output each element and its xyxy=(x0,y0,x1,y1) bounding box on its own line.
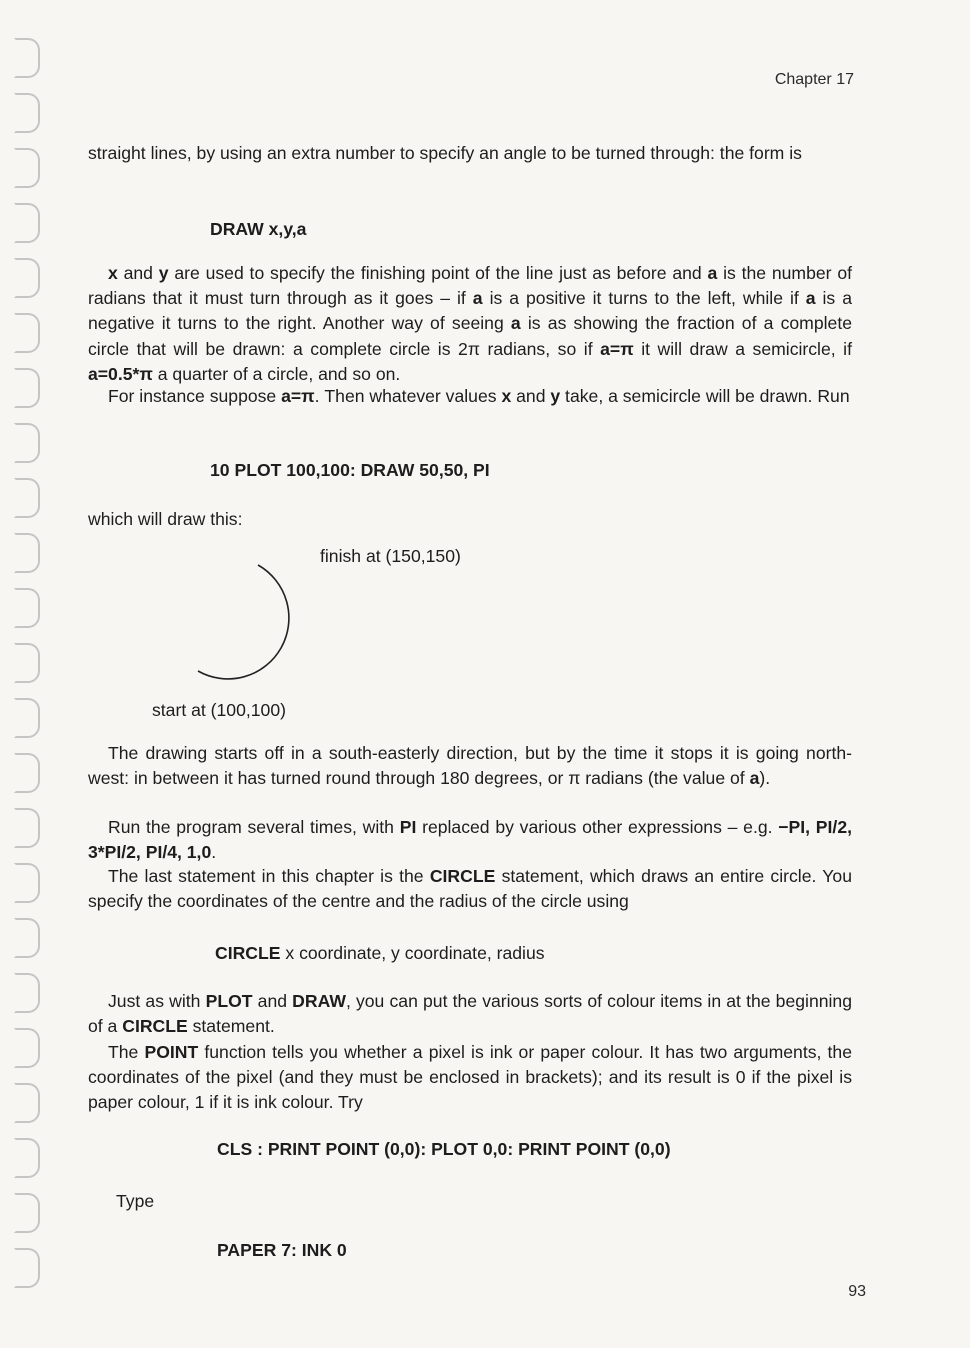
spiral-binding xyxy=(0,20,46,1330)
paragraph-intro: straight lines, by using an extra number to specify an angle to be turned through: the form is xyxy=(88,143,802,163)
code-draw-syntax: DRAW x,y,a xyxy=(210,219,307,239)
paragraph-circle-statement: The last statement in this chapter is the CIRCLE statement, which draws an entire circle. You specify the coordinates of the centre and the radius of the circle using xyxy=(88,866,852,912)
code-point-example: CLS : PRINT POINT (0,0): PLOT 0,0: PRINT POINT (0,0) xyxy=(217,1139,671,1159)
paragraph-colour-items: Just as with PLOT and DRAW, you can put the various sorts of colour items in at the beginning of a CIRCLE statement. xyxy=(88,991,852,1037)
code-plot-draw-example: 10 PLOT 100,100: DRAW 50,50, PI xyxy=(210,460,490,480)
paragraph-which-will-draw: which will draw this: xyxy=(88,509,243,529)
page-number: 93 xyxy=(848,1283,866,1300)
code-circle-syntax: CIRCLE x coordinate, y coordinate, radius xyxy=(215,943,545,963)
paragraph-type: Type xyxy=(116,1191,155,1211)
chapter-header: Chapter 17 xyxy=(774,71,854,88)
paragraph-semicircle-example: For instance suppose a=π. Then whatever values x and y take, a semicircle will be drawn. Run xyxy=(108,386,850,406)
semicircle-figure xyxy=(140,540,560,730)
finish-label: finish at (150,150) xyxy=(320,546,461,566)
paragraph-run-program: Run the program several times, with PI replaced by various other expressions – e.g. −PI, PI/2, 3*PI/2, PI/4, 1,0. xyxy=(88,817,852,863)
semicircle-arc xyxy=(198,565,289,679)
start-label: start at (100,100) xyxy=(152,700,286,720)
code-paper-ink: PAPER 7: INK 0 xyxy=(217,1240,347,1260)
paragraph-point-function: The POINT function tells you whether a pixel is ink or paper colour. It has two arguments, the coordinates of the pixel (and they must be enclosed in brackets); and its result is 0 if the pixel is paper colour, 1 if it is ink colour. Try xyxy=(88,1042,852,1113)
paragraph-drawing-direction: The drawing starts off in a south-easterly direction, but by the time it stops it is going north-west: in between it has turned round through 180 degrees, or π radians (the value of a). xyxy=(88,743,852,789)
paragraph-draw-explanation: x and y are used to specify the finishing point of the line just as before and a is the number of radians that it must turn through as it goes – if a is a positive it turns to the left, while if a is a negative it turns to the right. Another way of seeing a is as showing the fraction of a complete circle that will be drawn: a complete circle is 2π radians, so if a=π it will draw a semicircle, if a=0.5*π a quarter of a circle, and so on. xyxy=(88,263,852,384)
